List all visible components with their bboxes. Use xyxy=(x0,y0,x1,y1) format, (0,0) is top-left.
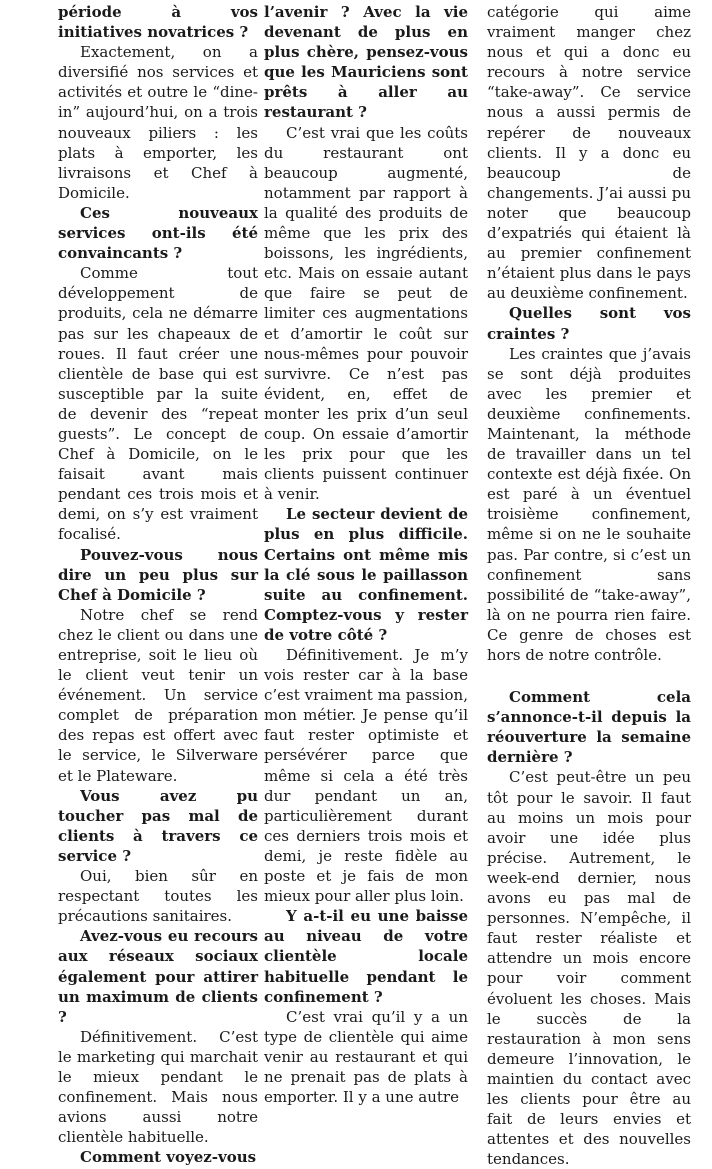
answer-end: catégorie qui aime vraiment manger chez nous et qui a donc eu recours à notre service “take-away”. Ce service nous a aussi permis de repérer de nouveaux clients. Il y a donc eu beaucoup de changements. J’ai aussi pu noter que beaucoup d’expatriés qui étaient là au premier confinement n’étaient plus dans le pays au deuxième confinement. xyxy=(487,3,691,303)
paragraph-gap xyxy=(487,665,691,687)
answer: C’est peut-être un peu tôt pour le savoir. Il faut au moins un mois pour avoir une idée plus précise. Autrement, le week-end dernier, nous avons eu pas mal de personnes. N’empêche, il faut rester réaliste et attendre un mois encore pour voir comment évoluent les choses. Mais le succès de la restauration à mon sens demeure l’innovation, le maintien du contact avec les clients pour être au fait de leurs envies et attentes et des nouvelles tendances. xyxy=(487,768,691,1169)
column-left xyxy=(58,2,258,1167)
answer: C’est vrai que les coûts du restaurant ont beaucoup augmenté, notamment par rapport à la qualité des produits de même que les prix des boissons, les ingrédients, etc. Mais on essaie autant que faire se peut de limiter ces augmentations et d’amortir le coût sur nous-mêmes pour pouvoir survivre. Ce n’est pas évident, en, effet de monter les prix d’un seul coup. On essaie d’amortir les prix pour que les clients puissent continuer à venir. xyxy=(264,123,468,504)
question-end: l’avenir ? Avec la vie devenant de plus en plus chère, pensez-vous que les Mauriciens sont prêts à aller au restaurant ? xyxy=(264,3,468,122)
question-end: période à vos initiatives novatrices ? xyxy=(58,3,258,42)
answer: Définitivement. C’est le marketing qui marchait le mieux pendant le confinement. Mais nous avions aussi notre clientèle habituelle. xyxy=(58,1027,258,1147)
answer: Les craintes que j’avais se sont déjà produites avec les premier et deuxième confinements. Maintenant, la méthode de travailler dans un tel contexte est déjà fixée. On est paré à un éventuel troisième confinement, même si on ne le souhaite pas. Par contre, si c’est un confinement sans possibilité de “take-away”, là on ne pourra rien faire. Ce genre de choses est hors de notre contrôle. xyxy=(487,344,691,664)
question: Vous avez pu toucher pas mal de clients à travers ce service ? xyxy=(58,786,258,865)
column-right xyxy=(487,2,691,1169)
answer: Définitivement. Je m’y vois rester car à la base c’est vraiment ma passion, mon métier. Je pense qu’il faut rester optimiste et persévérer parce que même si cela a été très dur pendant un an, particulièrement durant ces derniers trois mois et demi, je reste fidèle au poste et je fais de mon mieux pour aller plus loin. xyxy=(264,646,468,906)
question: Avez-vous eu recours aux réseaux sociaux également pour attirer un maximum de clients ? xyxy=(58,927,258,1026)
question-start: Comment voyez-vous xyxy=(80,1148,257,1167)
question: Quelles sont vos craintes ? xyxy=(487,304,691,343)
question: Comment cela s’annonce-t-il depuis la réouverture la semaine dernière ? xyxy=(487,688,691,767)
answer: Oui, bien sûr en respectant toutes les précautions sanitaires. xyxy=(58,867,258,926)
answer-start: C’est vrai qu’il y a un type de clientèle qui aime venir au restaurant et qui ne prenait pas de plats à emporter. Il y a une autre xyxy=(264,1007,468,1107)
question: Le secteur devient de plus en plus difficile. Certains ont même mis la clé sous le paillasson suite au confinement. Comptez-vous y rester de votre côté ? xyxy=(264,505,468,644)
answer: Notre chef se rend chez le client ou dans une entreprise, soit le lieu où le client veut tenir un événement. Un service complet de préparation des repas est offert avec le service, le Silverware et le Plateware. xyxy=(58,605,258,785)
column-middle xyxy=(264,2,468,1107)
question: Pouvez-vous nous dire un peu plus sur Chef à Domicile ? xyxy=(58,545,258,604)
answer: Comme tout développement de produits, cela ne démarre pas sur les chapeaux de roues. Il faut créer une clientèle de base qui est susceptible par la suite de devenir des “repeat guests”. Le concept de Chef à Domicile, on le faisait avant mais pendant ces trois mois et demi, on s’y est vraiment focalisé. xyxy=(58,264,258,544)
question: Y a-t-il eu une baisse au niveau de votre clientèle locale habituelle pendant le confinement ? xyxy=(264,907,468,1006)
question: Ces nouveaux services ont-ils été convaincants ? xyxy=(58,203,258,263)
answer: Exactement, on a diversifié nos services et activités et outre le “dine-in” aujourd’hui, on a trois nouveaux piliers : les plats à emporter, les livraisons et Chef à Domicile. xyxy=(58,43,258,202)
